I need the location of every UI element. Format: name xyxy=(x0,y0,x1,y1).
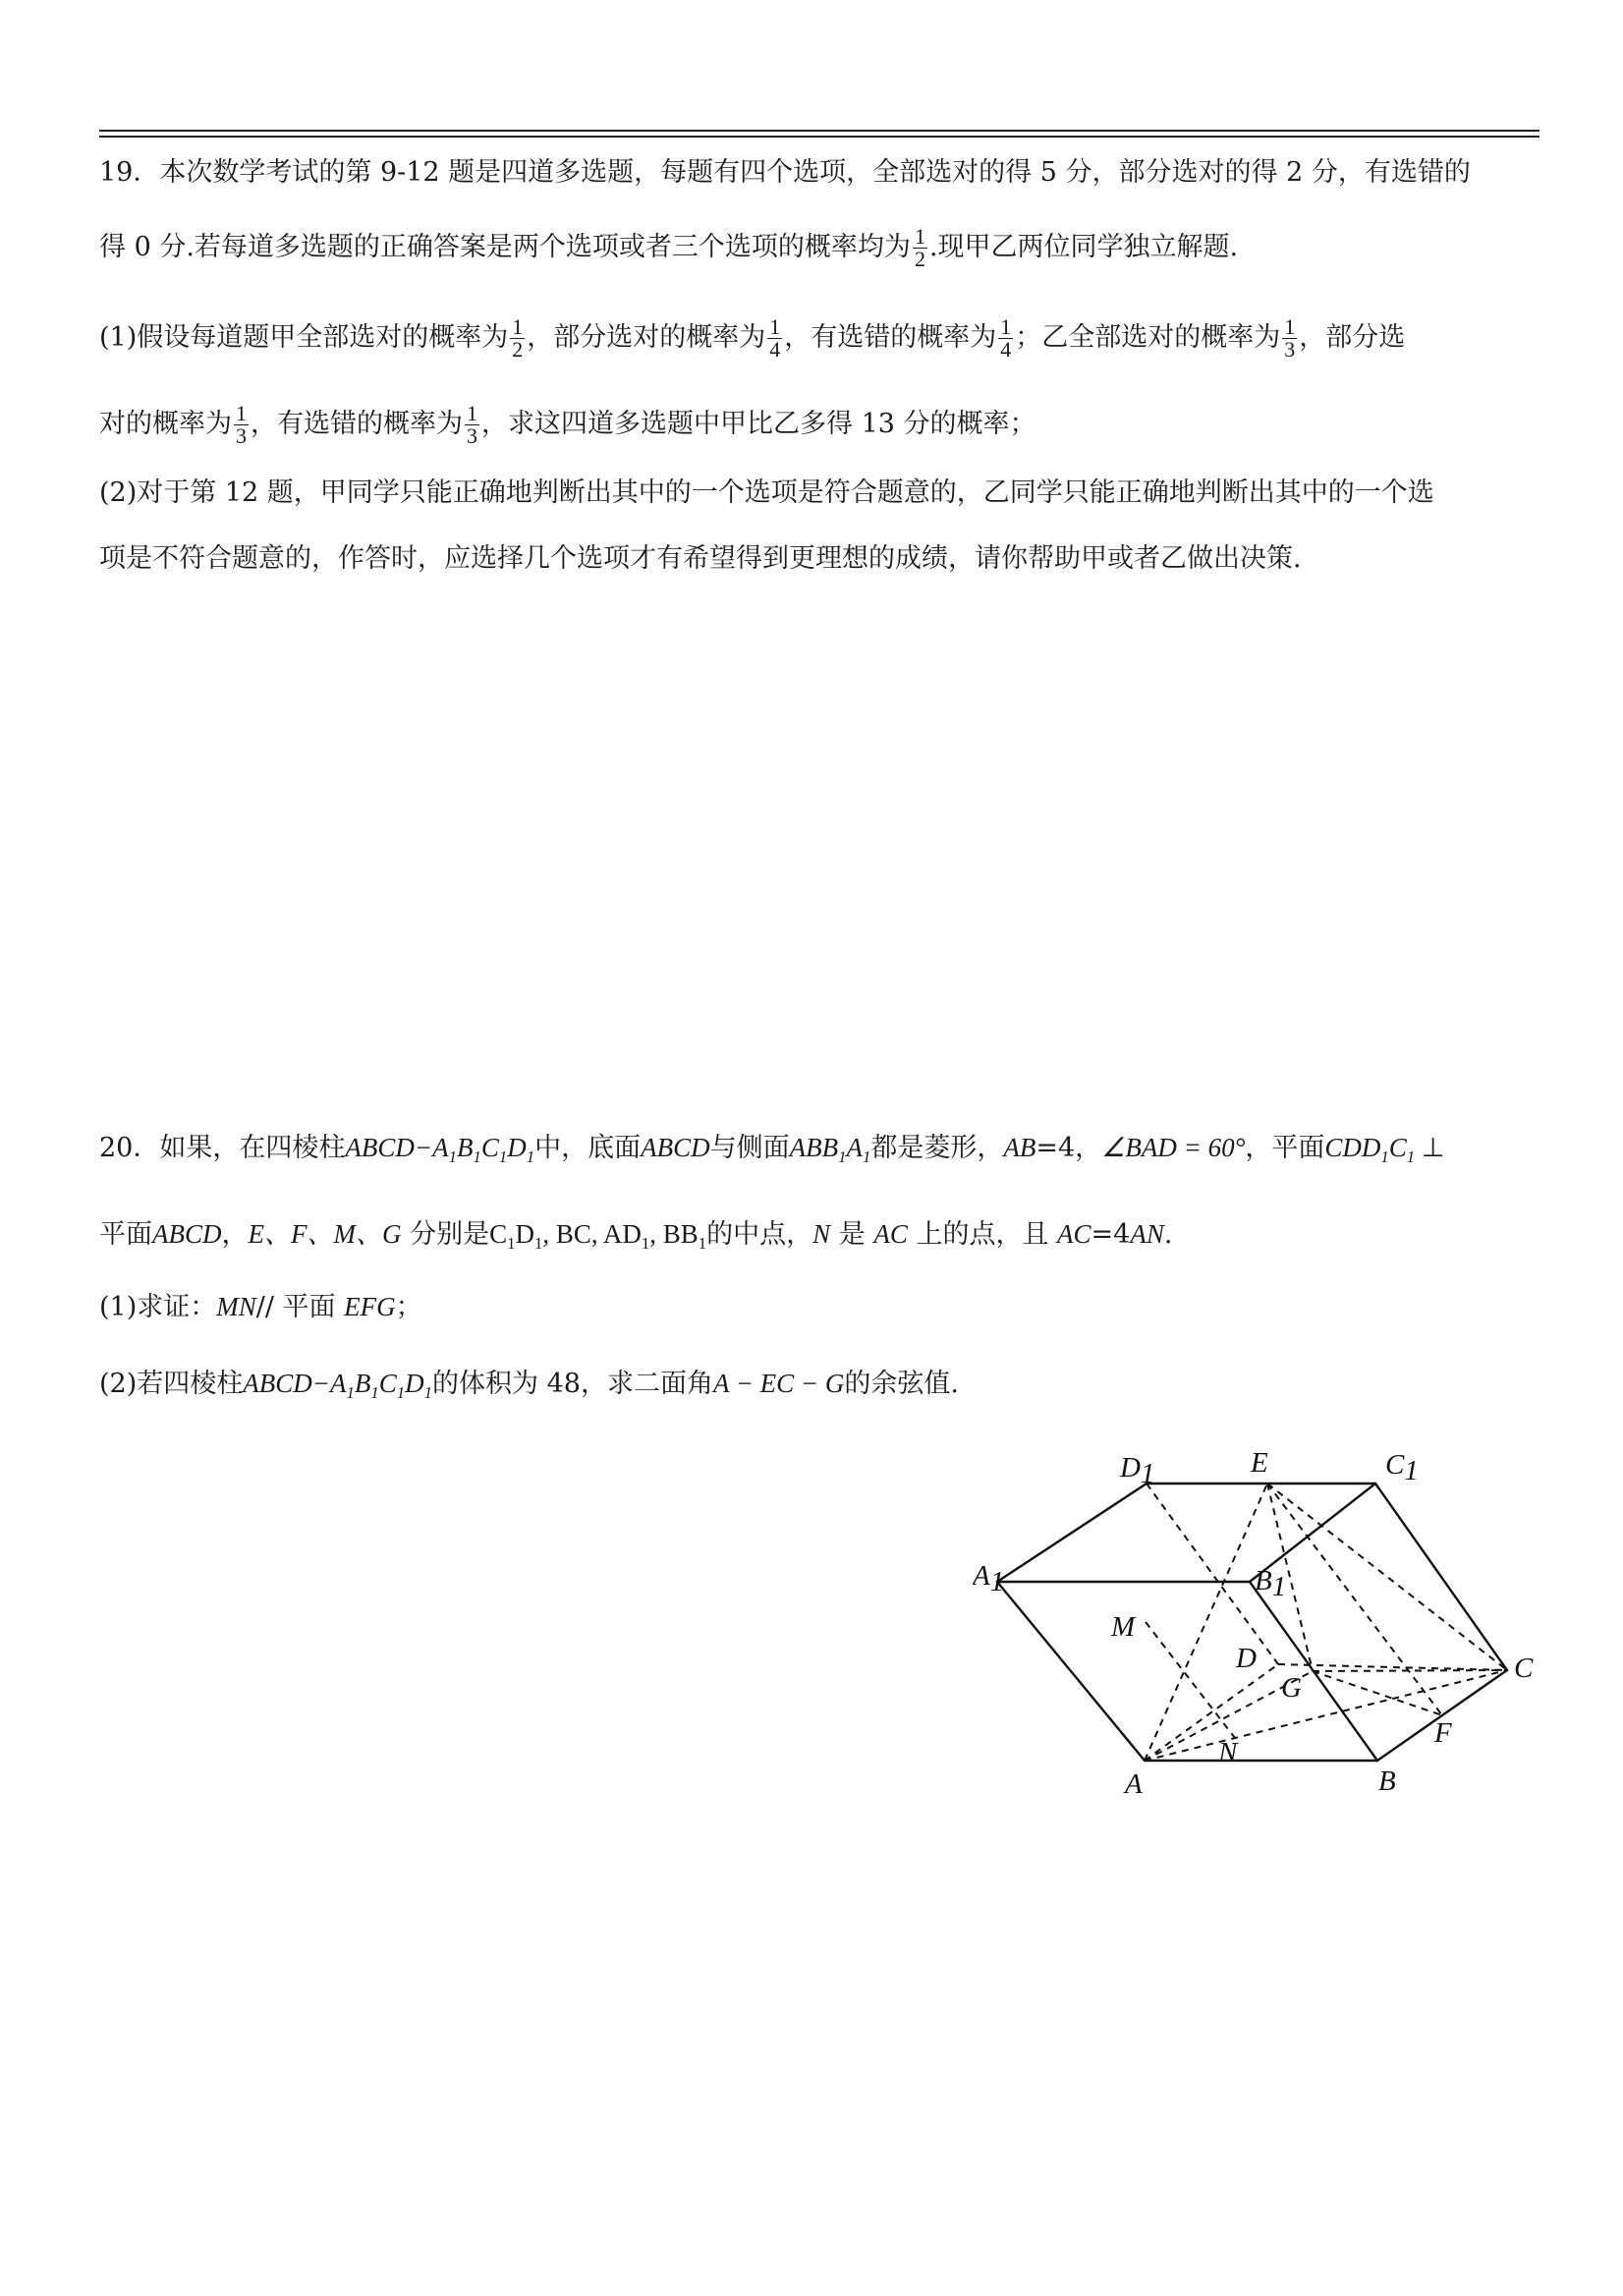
q20-text: ， xyxy=(221,1219,249,1250)
dihedral-angle: A − EC − G xyxy=(712,1369,845,1398)
frac-numerator: 1 xyxy=(512,314,524,339)
label-d: D xyxy=(1236,1643,1257,1674)
label-f: F xyxy=(1434,1717,1452,1749)
label-b1: B1 xyxy=(1255,1565,1287,1602)
edge-c1c xyxy=(1375,1484,1507,1670)
frac-denominator: 3 xyxy=(236,423,247,448)
label-e: E xyxy=(1251,1447,1268,1479)
q20-text: 都是菱形， xyxy=(870,1133,1004,1163)
q20-text: 20．如果，在四棱柱 xyxy=(99,1133,346,1163)
frac-denominator: 3 xyxy=(467,423,477,448)
header-rule-top xyxy=(99,130,1539,132)
subscript: 1 xyxy=(1380,1147,1389,1166)
subscript: 1 xyxy=(346,1382,355,1402)
line-ae xyxy=(1145,1484,1267,1761)
vertex: C xyxy=(480,1133,499,1162)
fraction-one-third xyxy=(1282,316,1297,361)
q20-text: . xyxy=(1163,1219,1173,1250)
q20-p1-text: ； xyxy=(395,1292,422,1322)
q20-text: =4 xyxy=(1091,1219,1131,1250)
frac-numerator: 1 xyxy=(1284,314,1296,339)
vertex: D xyxy=(405,1369,424,1398)
plane-name xyxy=(1324,1133,1416,1166)
segment-ab: AB xyxy=(1003,1133,1036,1162)
plane-part: C xyxy=(1388,1133,1407,1162)
fraction-one-third xyxy=(465,403,479,447)
q19-stem-text: 19．本次数学考试的第 9-12 题是四道多选题，每题有四个选项，全部选对的得 5 分，部分选对的得 2 分，有选错的 xyxy=(99,157,1471,188)
minus-sign: − xyxy=(311,1369,330,1398)
q19-stem-text-2: 得 0 分.若每道多选题的正确答案是两个选项或者三个选项的概率均为 xyxy=(99,232,911,262)
subscript: 1 xyxy=(498,1147,508,1166)
prism-base: ABCD xyxy=(243,1369,312,1398)
vertex: C xyxy=(378,1369,397,1398)
subscript: 1 xyxy=(641,1233,650,1253)
subscript: 1 xyxy=(533,1233,543,1253)
q19-line-1 xyxy=(99,155,1471,191)
edge-a1d1 xyxy=(997,1484,1147,1582)
q20-text: 的中点， xyxy=(706,1219,813,1250)
q20-p2-text: (2)若四棱柱 xyxy=(99,1369,244,1399)
label-g: G xyxy=(1281,1672,1302,1704)
line-ec xyxy=(1267,1484,1507,1670)
vertex: B xyxy=(456,1133,474,1162)
q19-part2-line-2 xyxy=(99,541,1302,577)
q19-line-2 xyxy=(99,226,1238,270)
plane-efg: EFG xyxy=(344,1292,396,1321)
q19-part2-line-1 xyxy=(99,476,1434,511)
q20-text: 平面 xyxy=(99,1219,152,1250)
header-rule-bottom xyxy=(99,136,1539,138)
segment-mn: MN xyxy=(216,1292,256,1321)
q20-part2 xyxy=(99,1366,959,1402)
midpoint-segments xyxy=(489,1219,707,1253)
frac-denominator: 2 xyxy=(914,247,925,271)
frac-denominator: 4 xyxy=(769,337,781,362)
angle-bad: ∠BAD = 60° xyxy=(1101,1133,1246,1162)
q20-part1 xyxy=(99,1289,422,1325)
side-face-name xyxy=(789,1133,871,1166)
q19-p1-text-d: ；乙全部选对的概率为 xyxy=(1015,322,1281,353)
subscript: 1 xyxy=(370,1382,379,1402)
label-b: B xyxy=(1378,1765,1396,1797)
prism-figure xyxy=(973,1429,1552,1803)
q20-text: 是 xyxy=(830,1219,874,1250)
q20-line-1 xyxy=(99,1130,1444,1166)
vertex: A xyxy=(329,1369,347,1398)
base-name: ABCD xyxy=(641,1133,710,1162)
q19-p1-text-f: 对的概率为 xyxy=(99,409,232,439)
plane-part: CDD xyxy=(1324,1133,1381,1162)
label-d1: D1 xyxy=(1120,1452,1155,1489)
frac-denominator: 2 xyxy=(512,337,524,362)
perpendicular-symbol: ⊥ xyxy=(1415,1133,1445,1162)
seg-part: D xyxy=(515,1219,534,1249)
q19-p1-text-e: ，部分选 xyxy=(1299,322,1406,353)
q20-p1-text: (1)求证： xyxy=(99,1292,217,1322)
frac-numerator: 1 xyxy=(769,314,781,339)
subscript: 1 xyxy=(526,1147,535,1166)
line-ac xyxy=(1145,1670,1507,1761)
hidden-edges xyxy=(1145,1484,1507,1761)
subscript: 1 xyxy=(838,1147,847,1166)
subscript: 1 xyxy=(1406,1147,1416,1166)
frac-numerator: 1 xyxy=(236,401,247,425)
q20-p2-text: 的余弦值. xyxy=(844,1369,959,1399)
subscript: 1 xyxy=(862,1147,871,1166)
prism-name xyxy=(243,1369,432,1402)
q19-part1-line-2 xyxy=(99,403,1036,447)
side-name-tail: A xyxy=(846,1133,863,1162)
prism-base: ABCD xyxy=(345,1133,415,1162)
label-c: C xyxy=(1514,1652,1534,1684)
label-a: A xyxy=(1125,1768,1143,1800)
seg-part: , BB xyxy=(649,1219,699,1249)
frac-denominator: 3 xyxy=(1284,337,1296,362)
q20-p1-text: // 平面 xyxy=(255,1292,345,1322)
fraction-one-quarter xyxy=(998,316,1013,361)
edge-aa1 xyxy=(997,1582,1145,1761)
prism-name xyxy=(345,1133,535,1166)
q19-p2-text-1: (2)对于第 12 题，甲同学只能正确地判断出其中的一个选项是符合题意的，乙同学只能正确地判断出其中的一个选 xyxy=(99,477,1434,508)
ab-value: =4， xyxy=(1035,1133,1102,1163)
frac-numerator: 1 xyxy=(1000,314,1012,339)
point-n: N xyxy=(812,1219,831,1249)
subscript: 1 xyxy=(448,1147,457,1166)
subscript: 1 xyxy=(698,1233,707,1253)
frac-denominator: 4 xyxy=(1000,337,1012,362)
line-mn xyxy=(1146,1622,1235,1738)
q20-text: 分别是 xyxy=(401,1219,490,1250)
fraction-one-quarter xyxy=(767,316,782,361)
q19-p1-text-a: (1)假设每道题甲全部选对的概率为 xyxy=(99,322,509,353)
q19-p1-text-b: ，部分选对的概率为 xyxy=(527,322,766,353)
fraction-one-third xyxy=(234,403,249,447)
q19-p1-text-g: ，有选错的概率为 xyxy=(251,409,463,439)
frac-numerator: 1 xyxy=(467,401,477,425)
base-name: ABCD xyxy=(152,1219,222,1249)
q20-line-2 xyxy=(99,1216,1172,1253)
segment-ac: AC xyxy=(1057,1219,1091,1249)
q20-text: 与侧面 xyxy=(709,1133,790,1163)
q19-part1-line-1 xyxy=(99,316,1405,361)
minus-sign: − xyxy=(414,1133,433,1162)
side-name: ABB xyxy=(789,1133,839,1162)
vertex: B xyxy=(354,1369,371,1398)
q20-text: 上的点，且 xyxy=(907,1219,1058,1250)
points-efmg: E、F、M、G xyxy=(248,1219,402,1249)
label-a1: A1 xyxy=(973,1560,1005,1597)
fraction-one-half xyxy=(510,316,525,361)
segment-ac: AC xyxy=(873,1219,908,1249)
subscript: 1 xyxy=(473,1147,481,1166)
vertex: A xyxy=(432,1133,449,1162)
subscript: 1 xyxy=(396,1382,406,1402)
q20-text: 中，底面 xyxy=(534,1133,642,1163)
q20-p2-text: 的体积为 48，求二面角 xyxy=(432,1369,713,1399)
q19-p2-text-2: 项是不符合题意的，作答时，应选择几个选项才有希望得到更理想的成绩，请你帮助甲或者乙做出决策. xyxy=(99,543,1302,574)
subscript: 1 xyxy=(507,1233,516,1253)
solid-edges xyxy=(997,1484,1507,1761)
line-gf xyxy=(1313,1671,1442,1715)
label-m: M xyxy=(1111,1611,1136,1643)
frac-numerator: 1 xyxy=(914,224,925,249)
q19-stem-text-3: .现甲乙两位同学独立解题. xyxy=(928,232,1239,262)
segment-an: AN xyxy=(1130,1219,1164,1249)
label-n: N xyxy=(1218,1737,1238,1768)
q19-p1-text-c: ，有选错的概率为 xyxy=(784,322,997,353)
fraction-one-half xyxy=(913,226,927,270)
vertex: D xyxy=(507,1133,527,1162)
q19-p1-text-h: ，求这四道多选题中甲比乙多得 13 分的概率； xyxy=(481,409,1036,439)
label-c1: C1 xyxy=(1385,1449,1419,1486)
q20-text: ，平面 xyxy=(1245,1133,1325,1163)
edge-ad xyxy=(1145,1664,1278,1761)
subscript: 1 xyxy=(423,1382,432,1402)
seg-part: , BC, AD xyxy=(542,1219,642,1249)
seg-part: C xyxy=(489,1219,508,1249)
